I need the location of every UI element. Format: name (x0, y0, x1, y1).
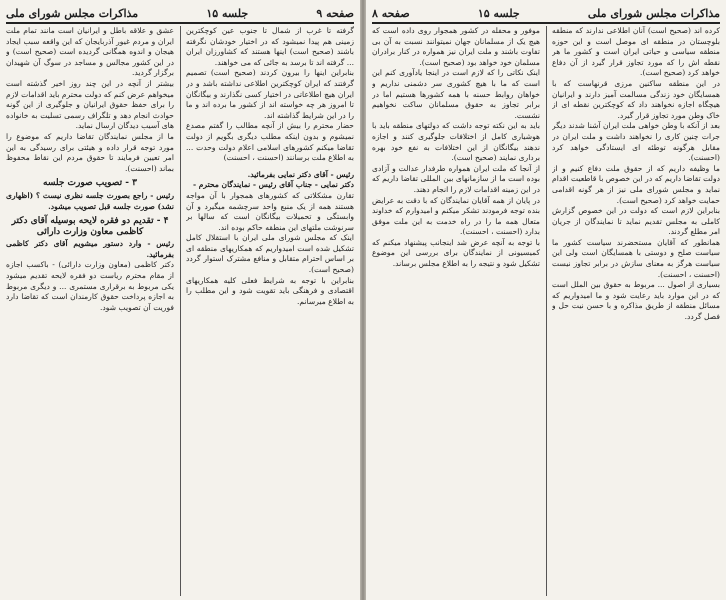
paragraph: تقارن مشکلاتی که کشورهای همجوار با آن مواجه هستند همه از یک منبع واحد سرچشمه میگیرد و آن وابستگی و تحمیلات بیگانگان است که سالها بر سرنوشت ملتهای این منطقه حاکم بوده اند. (186, 190, 354, 232)
paragraph: بسیاری از اصول ... مربوط به حقوق بین الملل است که در این موارد باید رعایت شود و ما امیدواریم که مسائل منطقه از طریق مذاکره و با حسن نیت حل و فصل گردد. (552, 280, 720, 322)
page-8 (366, 0, 726, 600)
paragraph: در این منطقه ساکنین مرزی قرنهاست که با همسایگان خود زندگی مسالمت آمیز دارند و ایرانیان هیچگاه اجازه نخواهند داد که کوچکترین نقطه ای از خاک وطن مورد تجاوز قرار گیرد. (552, 78, 720, 120)
paragraph: کرده اند (صحیح است) آنان اطلاعی ندارند که منطقه بلوچستان در منطقه ای موصل است و این حوزه منطقه سیاسی و حیاتی ایران است و کشور ما هر نقطه اش را که مورد تجاوز قرار گیرد از آن دفاع خواهد کرد (صحیح است). (552, 26, 720, 78)
column-divider (180, 26, 181, 596)
speaker-line: دکتر نمایی - جناب آقای رئیس - نمایندگان محترم - (192, 180, 354, 190)
session-number: جلسه ۱۵ (206, 6, 249, 20)
speaker-line: رئیس - راجع بصورت جلسه نظری نیست ؟ (اظهاری نشد) صورت جلسه قبل تصویب میشود. (6, 190, 174, 211)
paragraph: گرفته تا غرب از شمال تا جنوب عین کوچکترین زمینی هم پیدا نمیشود که در اختیار خودشان نگرفته باشند (صحیح است) اینها هستند که کشاورزان ایران ... گرفته اند تا برسد به جائی که می خواهند. (186, 26, 354, 67)
paragraph: بنابراین اینها را بیرون کردند (صحیح است) تصمیم گرفتند که ایران کوچکترین اطلاعی نداشته باشد و در ایران هیچ اطلاعاتی در اختیار کسی نگذارند و بیگانگان تا امروز هر چه خواسته اند از کشور ما برده اند و ما را در این شرایط گذاشته اند. (186, 68, 354, 120)
page-header (6, 4, 354, 24)
session-number: جلسه ۱۵ (477, 6, 520, 20)
paragraph: از آنجا که ملت ایران همواره طرفدار عدالت و آزادی بوده است ما از سازمانهای بین المللی تقاضا داریم که در این زمینه اقدامات لازم را انجام دهند. (372, 163, 540, 194)
column-divider (546, 26, 547, 596)
page-number: صفحه ۹ (316, 6, 354, 20)
page-9 (0, 0, 360, 600)
paragraph: عشق و علاقه باطل و ایرانیان است مانند تمام ملت ایران و مردم غیور آذربایجان که این واقعه سبب ایجاد هیجان و اندوه همگانی گردیده است (صحیح است) و در این کشور مجالس و مساجد در سوگ آن شهیدان برگزار گردید. (6, 26, 174, 78)
section-heading: ۳ - تصویب صورت جلسه (43, 178, 137, 189)
paragraph: اینک نکاتی را که لازم است در اینجا یادآوری کنم این است که ما با هیچ کشوری سر دشمنی نداریم و خواهان روابط حسنه با همه کشورها هستیم اما در برابر تجاوز به حقوق مسلمانان ساکت نخواهیم نشست. (372, 68, 540, 120)
section-heading: ۴ - تقدیم دو فقره لایحه بوسیله آقای دکتر کاظمی معاون وزارت دارائی (11, 216, 169, 237)
proceedings-title: مذاکرات مجلس شورای ملی (6, 6, 139, 20)
proceedings-title: مذاکرات مجلس شورای ملی (587, 6, 720, 20)
paragraph: ما از مجلس نمایندگان تقاضا داریم که موضوع را مورد توجه قرار داده و هیئتی برای رسیدگی به این امر تعیین فرمایند تا حقوق مردم این نقاط محفوظ بماند (احسنت). (6, 131, 174, 173)
paragraph: حضار محترم را بیش از آنچه مطالب را گفتم مصدع نمیشوم و بدون اینکه مطلب دیگری بگویم از دولت تقاضا میکنم کشورهای اسلامی اعلام دولت وحدت ... به اطلاع ملت برسانند (احسنت ، احسنت) (186, 121, 354, 163)
paragraph: بعد از آنکه با وطن خواهی ملت ایران آشنا شدند دیگر جرات چنین کاری را نخواهند داشت و ملت ایران در مقابل هرگونه توطئه ای ایستادگی خواهد کرد (احسنت). (552, 121, 720, 163)
paragraph: در پایان از همه آقایان نمایندگان که با دقت به عرایض بنده توجه فرمودند تشکر میکنم و امیدوارم که خداوند متعال همه ما را در راه خدمت به این ملت موفق بدارد (احسنت ، احسنت). (372, 195, 540, 237)
text-column-left (372, 26, 540, 596)
speaker-line: رئیس - وارد دستور میشویم آقای دکتر کاظمی بفرمائید. (6, 239, 174, 259)
paragraph: اینک که مجلس شورای ملی ایران با استقلال کامل تشکیل شده است امیدواریم که همکاریهای منطقه ای بر اساس احترام متقابل و منافع مشترک استوار گردد (صحیح است). (186, 233, 354, 275)
paragraph: دکتر کاظمی (معاون وزارت دارائی) - باکسب اجازه از مقام محترم ریاست دو فقره لایحه تقدیم میشود یکی مربوط به برقراری مستمری ... و دیگری مربوط به اجازه پرداخت حقوق کارمندان است که تقاضا دارد فوریت آن تصویب شود. (6, 260, 174, 312)
paragraph: باید به این نکته توجه داشت که دولتهای منطقه باید با هوشیاری کامل از اختلافات جلوگیری کنند و اجازه ندهند بیگانگان از این اختلافات به نفع خود بهره برداری نمایند (صحیح است). (372, 121, 540, 163)
paragraph: همانطور که آقایان مستحضرند سیاست کشور ما سیاست صلح و دوستی با همسایگان است ولی این سیاست هرگز به معنای سازش در برابر تجاوز نیست (احسنت ، احسنت). (552, 237, 720, 279)
paragraph: بنابراین لازم است که دولت در این خصوص گزارش کاملی به مجلس تقدیم نماید تا نمایندگان از جریان امر مطلع گردند. (552, 206, 720, 237)
speaker-line: رئیس - آقای دکتر نمایی بفرمائید. (247, 169, 354, 179)
paragraph: ما وظیفه داریم که از حقوق ملت دفاع کنیم و از دولت تقاضا داریم که در این خصوص با قاطعیت اقدام نماید و مجلس شورای ملی نیز از هر گونه اقدامی حمایت خواهد کرد (صحیح است). (552, 163, 720, 205)
text-column-left (6, 26, 174, 596)
text-column-right (552, 26, 720, 596)
paragraph: بنابراین با توجه به شرایط فعلی کلیه همکاریهای اقتصادی و فرهنگی باید تقویت شود و این مطلب را به اطلاع میرسانم. (186, 275, 354, 306)
paragraph: بیشتر از آنچه در این چند روز اخیر گذشته است میخواهم عرض کنم که دولت محترم باید اقدامات لازم را برای حفظ حقوق ایرانیان و جلوگیری از این گونه حوادث انجام دهد و تلگراف رسمی تسلیت به خانواده های آسیب دیدگان ارسال نماید. (6, 78, 174, 131)
text-column-right (186, 26, 354, 596)
paragraph: موفور و محفله در کشور همجوار روی داده است که هیچ یک از مسلمانان جهان نمیتوانند نسبت به آن بی تفاوت باشند و ملت ایران نیز همواره در کنار برادران مسلمان خود خواهد بود (صحیح است). (372, 26, 540, 67)
page-header (372, 4, 720, 24)
paragraph: با توجه به آنچه عرض شد اینجانب پیشنهاد میکنم که کمیسیونی از نمایندگان برای بررسی این موضوع تشکیل شود و نتیجه را به اطلاع مجلس برساند. (372, 237, 540, 269)
page-number: صفحه ۸ (372, 6, 410, 20)
